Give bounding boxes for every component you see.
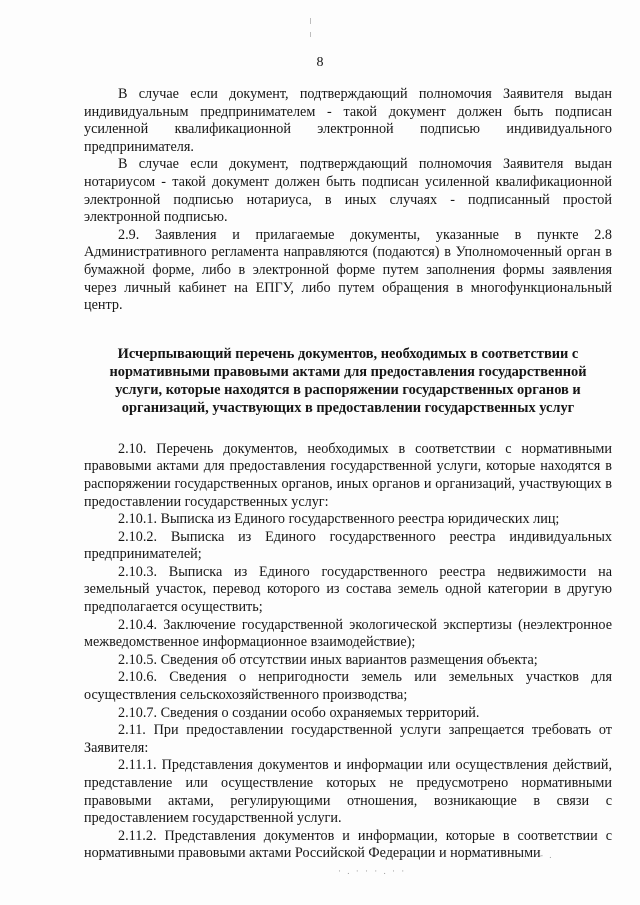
paragraph: 2.11. При предоставлении государственной услуги запрещается требовать от Заявителя: <box>84 722 612 756</box>
paragraph: 2.9. Заявления и прилагаемые документы, указанные в пункте 2.8 Административного регламента направляются (подаются) в Уполномоченный орган в бумажной форме, либо в электронной форме путем заполнения формы заявления через личный кабинет на ЕПГУ, либо путем обращения в многофункциональный центр. <box>84 226 612 314</box>
list-item: 2.10.2. Выписка из Единого государственного реестра индивидуальных предпринимателей; <box>84 528 612 563</box>
paragraph: В случае если документ, подтверждающий полномочия Заявителя выдан нотариусом - такой документ должен быть подписан усиленной квалификационной электронной подписью нотариуса, в иных случаях - подписанный простой электронной подписью. <box>84 156 612 226</box>
list-item: 2.10.3. Выписка из Единого государственного реестра недвижимости на земельный участок, перевод которого из состава земель одной категории в другую предполагается осуществить; <box>84 563 612 616</box>
page-number: 8 <box>316 55 324 70</box>
list-item: 2.10.6. Сведения о непригодности земель или земельных участков для осуществления сельскохозяйственного производства; <box>84 669 612 704</box>
list-item: 2.11.2. Представления документов и информации, которые в соответствии с нормативными правовыми актами Российской Федерации и нормативными <box>84 827 612 862</box>
scan-noise: · . · · · . · · <box>338 866 407 876</box>
list-item: 2.10.5. Сведения об отсутствии иных вариантов размещения объекта; <box>118 651 538 668</box>
list-item: 2.11.1. Представления документов и информации или осуществления действий, представление или осуществление которых не предусмотрено нормативными правовыми актами, регулирующими отношения, возникающие в связи с предоставлением государственной услуги. <box>84 757 612 827</box>
section-heading: Исчерпывающий перечень документов, необходимых в соответствии с нормативными правовыми актами для предоставления государственной услуги, которые находятся в распоряжении государственных органов и организаций, участвующих в предоставлении государственных услуг <box>109 345 587 416</box>
paragraph: 2.10. Перечень документов, необходимых в соответствии с нормативными правовыми актами для предоставления государственной услуги, которые находятся в распоряжении государственных органов, иных органов и организаций, участвующих в предоставлении государственных услуг: <box>84 440 612 510</box>
scan-noise: - . <box>540 850 554 860</box>
list-item: 2.10.7. Сведения о создании особо охраняемых территорий. <box>118 704 480 721</box>
list-item: 2.10.4. Заключение государственной экологической экспертизы (неэлектронное межведомственное информационное взаимодействие); <box>84 616 612 651</box>
scan-mark <box>310 18 311 24</box>
document-body <box>84 86 612 863</box>
scan-mark <box>310 32 311 37</box>
list-item: 2.10.1. Выписка из Единого государственного реестра юридических лиц; <box>118 511 560 528</box>
paragraph: В случае если документ, подтверждающий полномочия Заявителя выдан индивидуальным предпринимателем - такой документ должен быть подписан усиленной квалификационной электронной подписью индивидуального предпринимателя. <box>84 86 612 155</box>
